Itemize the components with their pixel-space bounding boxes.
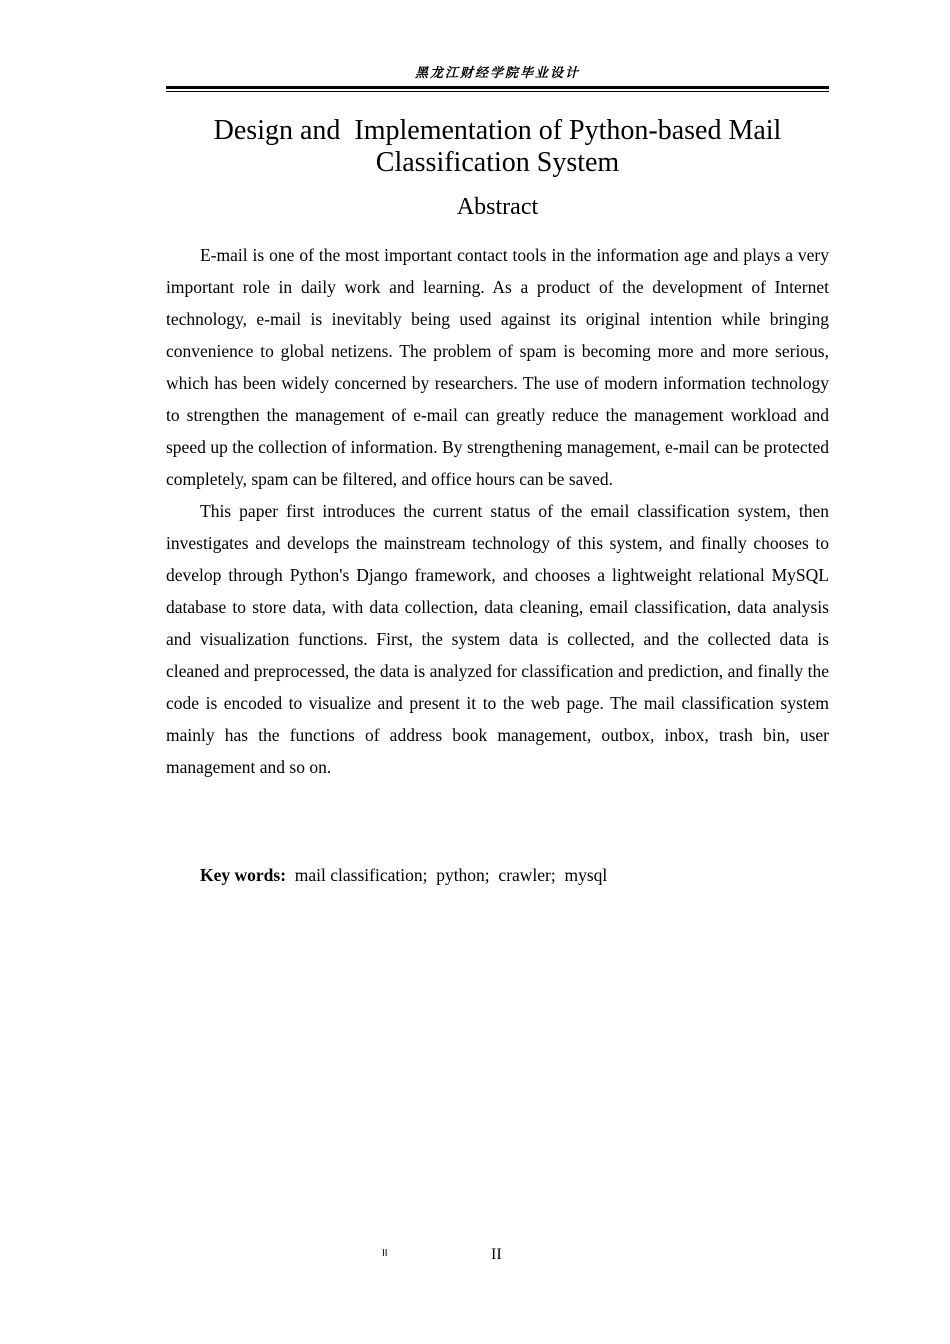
paper-title: Design and Implementation of Python-based Mail Classification System [213, 115, 782, 178]
page-number-small: II [382, 1248, 388, 1259]
page-number: II [491, 1246, 502, 1263]
abstract-paragraph-1: E-mail is one of the most important contact tools in the information age and plays a very important role in daily work and learning. As a product of the development of Internet technology, e-mail is inevitably being used against its original intention while bringing convenience to global netizens. The problem of spam is becoming more and more serious, which has been widely concerned by researchers. The use of modern information technology to strengthen the management of e-mail can greatly reduce the management workload and speed up the collection of information. By strengthening management, e-mail can be protected completely, spam can be filtered, and office hours can be saved. [166, 245, 829, 489]
header-rule-thick [166, 86, 829, 89]
header-rule-thin [166, 91, 829, 92]
keywords-value: mail classification; python; crawler; mysql [286, 865, 608, 885]
keywords-line [200, 860, 607, 890]
abstract-body [166, 239, 829, 783]
page-header: 黑龙江财经学院毕业设计 [414, 66, 580, 81]
abstract-heading: Abstract [456, 194, 539, 220]
keywords-label: Key words: [200, 865, 287, 885]
abstract-paragraph-2: This paper first introduces the current status of the email classification system, then investigates and develops the mainstream technology of this system, and finally chooses to develop through Python's Django framework, and chooses a lightweight relational MySQL database to store data, with data collection, data cleaning, email classification, data analysis and visualization functions. First, the system data is collected, and the collected data is cleaned and preprocessed, the data is analyzed for classification and prediction, and finally the code is encoded to visualize and present it to the web page. The mail classification system mainly has the functions of address book management, outbox, inbox, trash bin, user management and so on. [166, 501, 829, 777]
